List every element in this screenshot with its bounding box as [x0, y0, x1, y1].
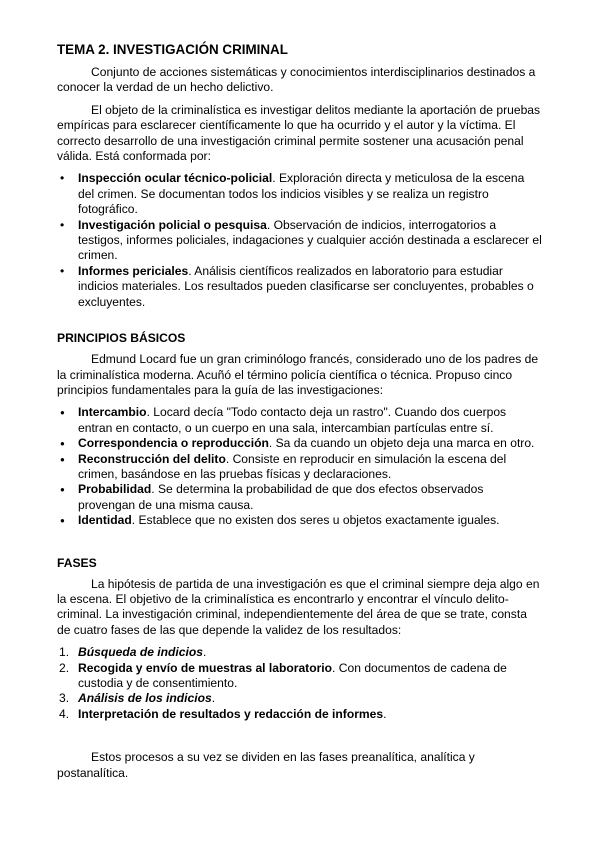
- list-item: • Informes periciales. Análisis científicos realizados en laboratorio para estudiar indicios materiales. Los resultados pueden clasificarse ser concluyentes, probables o excluyentes.: [57, 264, 543, 310]
- phases-heading: FASES: [57, 555, 97, 570]
- closing-paragraph: Estos procesos a su vez se dividen en las fases preanalítica, analítica y postanalítica.: [57, 750, 475, 780]
- list-item: • Investigación policial o pesquisa. Observación de indicios, interrogatorios a testigos, informes policiales, indagaciones y cualquier acción destinada a esclarecer el crimen.: [57, 218, 543, 264]
- components-list: [57, 171, 543, 310]
- phases-list: [57, 645, 543, 722]
- list-item: • Inspección ocular técnico-policial. Exploración directa y meticulosa de la escena del crimen. Se documentan todos los indicios visibles y se realiza un registro fotográfico.: [57, 171, 543, 217]
- list-item: 2. Recogida y envío de muestras al laboratorio. Con documentos de cadena de custodia y de consentimiento.: [59, 660, 507, 690]
- list-item: 4. Interpretación de resultados y redacción de informes.: [59, 706, 387, 721]
- list-item: ● Correspondencia o reproducción. Sa da cuando un objeto deja una marca en otro.: [57, 436, 543, 451]
- principles-heading: PRINCIPIOS BÁSICOS: [57, 331, 186, 346]
- page-title: TEMA 2. INVESTIGACIÓN CRIMINAL: [57, 42, 288, 57]
- principles-list: [57, 405, 543, 528]
- list-item: 1. Búsqueda de indicios.: [59, 645, 207, 660]
- list-item: ● Reconstrucción del delito. Consiste en reproducir en simulación la escena del crimen, basándose en las pruebas físicas y declaraciones.: [57, 452, 543, 483]
- principles-intro: Edmund Locard fue un gran criminólogo francés, considerado uno de los padres de la criminalística moderna. Acuñó el término policía científica o técnica. Propuso cinco principios fundamentales para la guía de las investigaciones:: [57, 352, 539, 397]
- list-item: ● Probabilidad. Se determina la probabilidad de que dos efectos observados provengan de una misma causa.: [57, 482, 543, 513]
- objective-paragraph: El objeto de la criminalística es investigar delitos mediante la aportación de pruebas empíricas para esclarecer científicamente lo que ha ocurrido y el autor y la víctima. El correcto desarrollo de una investigación criminal permite sostener una acusación penal válida. Está conformada por:: [57, 102, 541, 164]
- list-item: 3. Análisis de los indicios.: [59, 691, 216, 706]
- phases-intro: La hipótesis de partida de una investigación es que el criminal siempre deja algo en la escena. El objetivo de la criminalística es encontrarlo y encontrar el vínculo delito-criminal. La investigación criminal, independientemente del área de que se trate, consta de cuatro fases de las que depende la validez de los resultados:: [57, 576, 540, 637]
- intro-paragraph: Conjunto de acciones sistemáticas y conocimientos interdisciplinarios destinados a conocer la verdad de un hecho delictivo.: [57, 65, 536, 95]
- list-item: ● Intercambio. Locard decía "Todo contacto deja un rastro". Cuando dos cuerpos entran en contacto, o un cuerpo en una sala, intercambian partículas entre sí.: [57, 405, 543, 436]
- list-item: ● Identidad. Establece que no existen dos seres u objetos exactamente iguales.: [57, 513, 543, 528]
